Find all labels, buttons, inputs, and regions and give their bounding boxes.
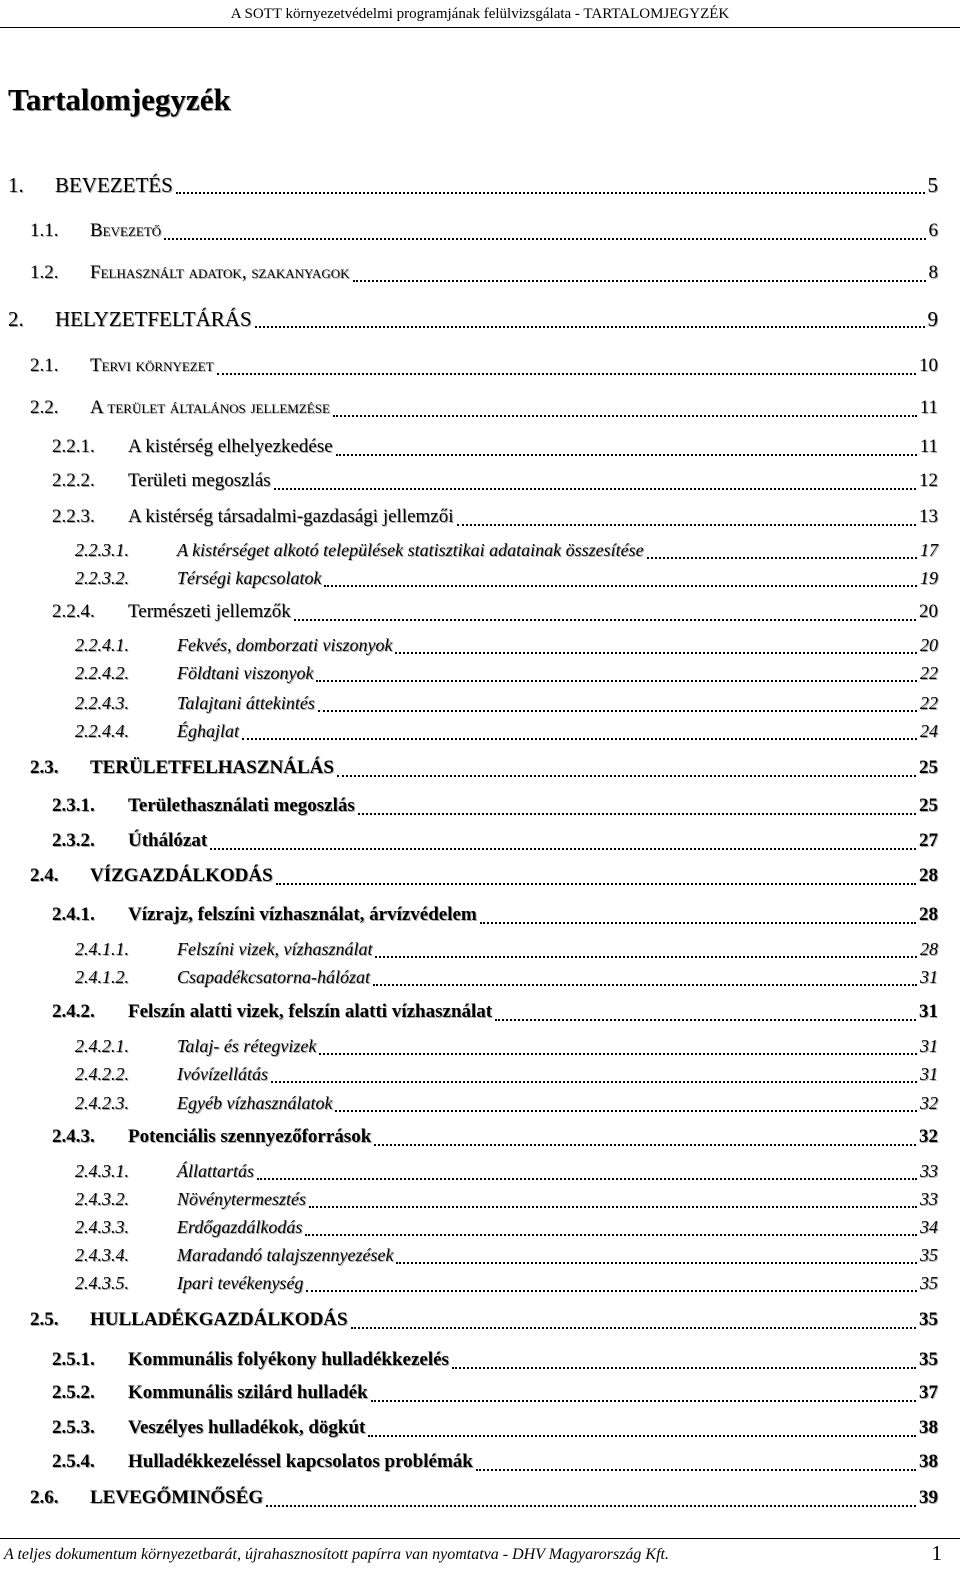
toc-entry[interactable] (0, 1031, 960, 1061)
toc-entry[interactable] (0, 861, 960, 891)
toc-entry-number: 2.4.3. (52, 1126, 95, 1147)
dot-leader (324, 584, 917, 587)
toc-entry-number: 2.2.4.1. (75, 635, 129, 655)
toc-entry-page: 28 (919, 904, 938, 925)
toc-entry-number: 2.2.3.1. (75, 540, 129, 560)
toc-entry-number: 2.4.2. (52, 1001, 95, 1022)
toc-entry-page: 38 (919, 1417, 938, 1438)
dot-leader (217, 372, 916, 375)
dot-leader (176, 191, 925, 194)
dot-leader (337, 774, 916, 777)
toc-entry[interactable] (0, 791, 960, 821)
toc-entry[interactable] (0, 1240, 960, 1270)
toc-entry[interactable] (0, 535, 960, 565)
toc-entry-title: VÍZGAZDÁLKODÁS (90, 865, 273, 886)
toc-entry-title: Egyéb vízhasználatok (177, 1092, 333, 1113)
toc-entry-number: 2.2.3.2. (75, 568, 129, 588)
toc-entry[interactable] (0, 393, 960, 423)
toc-entry-title: Csapadékcsatorna-hálózat (177, 966, 370, 987)
toc-entry-number: 2.4.2.3. (75, 1093, 129, 1113)
toc-entry-number: 2.2.4.3. (75, 693, 129, 713)
dot-leader (371, 1399, 916, 1402)
toc-entry-page: 25 (919, 795, 938, 816)
toc-entry-number: 2.2.1. (52, 436, 95, 457)
toc-entry-title: Növénytermesztés (177, 1188, 306, 1209)
dot-leader (395, 651, 917, 654)
dot-leader (306, 1289, 917, 1292)
dot-leader (358, 812, 916, 815)
toc-entry-title: Kommunális folyékony hulladékkezelés (128, 1349, 449, 1370)
toc-entry-title: Éghajlat (177, 720, 239, 741)
dot-leader (266, 1504, 916, 1507)
toc-entry-page: 35 (920, 1272, 938, 1293)
toc-entry-page: 33 (920, 1188, 938, 1209)
dot-leader (164, 237, 925, 240)
toc-entry-page: 38 (919, 1451, 938, 1472)
dot-leader (480, 921, 916, 924)
toc-entry-title: Bevezető (90, 220, 162, 241)
toc-entry-page: 10 (919, 355, 938, 376)
toc-entry-title: Tervi környezet (90, 355, 214, 376)
toc-entry[interactable] (0, 1483, 960, 1513)
running-header: A SOTT környezetvédelmi programjának felülvizsgálata - TARTALOMJEGYZÉK (230, 6, 730, 22)
dot-leader (276, 882, 916, 885)
toc-entry-page: 35 (919, 1309, 938, 1330)
toc-entry-title: A kistérség elhelyezkedése (128, 436, 333, 457)
toc-entry-page: 17 (920, 539, 938, 560)
toc-entry-title: LEVEGŐMINŐSÉG (90, 1487, 264, 1508)
toc-entry[interactable] (0, 688, 960, 718)
toc-entry-title: Talaj- és rétegvizek (177, 1035, 317, 1056)
dot-leader (476, 1468, 916, 1471)
dot-leader (353, 279, 926, 282)
toc-entry[interactable] (0, 1156, 960, 1186)
toc-entry-title: Veszélyes hulladékok, dögkút (128, 1417, 366, 1438)
toc-entry-title: Felszín alatti vizek, felszín alatti vízhasználat (128, 1001, 493, 1022)
toc-entry-page: 27 (919, 830, 938, 851)
toc-entry-page: 35 (920, 1244, 938, 1265)
toc-entry[interactable] (0, 1212, 960, 1242)
toc-entry[interactable] (0, 1447, 960, 1477)
toc-entry-page: 32 (919, 1126, 938, 1147)
toc-entry-title: Potenciális szennyezőforrások (128, 1126, 372, 1147)
page-number: 1 (931, 1541, 942, 1565)
toc-entry[interactable] (0, 1122, 960, 1152)
dot-leader (457, 523, 916, 526)
dot-leader (374, 1143, 916, 1146)
toc-entry-title: BEVEZETÉS (55, 172, 173, 197)
toc-entry-number: 1.1. (30, 220, 59, 241)
dot-leader (336, 453, 917, 456)
toc-entry-page: 12 (919, 470, 938, 491)
toc-entry-title: A kistérség társadalmi-gazdasági jellemzői (128, 506, 454, 527)
toc-entry-page: 32 (920, 1092, 938, 1113)
toc-entry-number: 2.5.2. (52, 1382, 95, 1403)
toc-entry[interactable] (0, 304, 960, 334)
dot-leader (333, 414, 917, 417)
dot-leader (351, 1326, 916, 1329)
toc-entry-number: 2.4.3.3. (75, 1217, 129, 1237)
toc-entry-page: 22 (920, 662, 938, 683)
toc-entry-number: 2.4.3.4. (75, 1245, 129, 1265)
toc-entry-number: 2.2.3. (52, 506, 95, 527)
dot-leader (318, 709, 917, 712)
toc-entry-number: 2.4.1. (52, 904, 95, 925)
toc-entry-page: 11 (919, 397, 938, 418)
toc-entry[interactable] (0, 432, 960, 462)
toc-entry-page: 25 (919, 757, 938, 778)
dot-leader (316, 679, 917, 682)
toc-entry[interactable] (0, 1413, 960, 1443)
toc-entry-number: 2.2.4.2. (75, 663, 129, 683)
dot-leader (495, 1018, 916, 1021)
toc-entry[interactable] (0, 997, 960, 1027)
toc-entry-title: Területhasználati megoszlás (128, 795, 355, 816)
dot-leader (257, 1177, 917, 1180)
toc-entry-number: 2.4.2.2. (75, 1064, 129, 1084)
dot-leader (452, 1366, 916, 1369)
toc-entry[interactable] (0, 1059, 960, 1089)
toc-entry-number: 2.3. (30, 757, 59, 778)
toc-entry-number: 2.4.3.5. (75, 1273, 129, 1293)
toc-entry-number: 1. (8, 173, 24, 197)
toc-entry[interactable] (0, 753, 960, 783)
toc-entry-number: 2.4. (30, 865, 59, 886)
toc-entry-page: 20 (919, 601, 938, 622)
dot-leader (375, 955, 917, 958)
toc-entry[interactable] (0, 466, 960, 496)
toc-entry-number: 2.5. (30, 1309, 59, 1330)
dot-leader (309, 1205, 917, 1208)
toc-entry-title: Területi megoszlás (128, 470, 271, 491)
toc-entry-number: 2.1. (30, 355, 59, 376)
toc-entry-page: 28 (920, 938, 938, 959)
toc-entry-page: 31 (920, 1035, 938, 1056)
toc-entry-number: 2.4.1.1. (75, 939, 129, 959)
toc-entry-page: 9 (927, 306, 938, 331)
toc-entry-page: 31 (919, 1001, 938, 1022)
toc-entry-title: Úthálózat (128, 830, 208, 851)
toc-entry-page: 6 (928, 220, 938, 241)
toc-entry-page: 37 (919, 1382, 938, 1403)
header-rule (0, 27, 960, 28)
toc-entry-number: 2.3.1. (52, 795, 95, 816)
toc-entry[interactable] (0, 216, 960, 246)
toc-entry-title: Kommunális szilárd hulladék (128, 1382, 368, 1403)
toc-entry-number: 2. (8, 307, 24, 331)
toc-entry-number: 1.2. (30, 262, 59, 283)
toc-entry[interactable] (0, 351, 960, 381)
toc-entry[interactable] (0, 630, 960, 660)
toc-entry-number: 2.6. (30, 1487, 59, 1508)
toc-entry-title: Talajtani áttekintés (177, 692, 315, 713)
toc-entry[interactable] (0, 1345, 960, 1375)
dot-leader (305, 1233, 917, 1236)
toc-entry-title: Maradandó talajszennyezések (177, 1244, 394, 1265)
toc-entry-number: 2.5.4. (52, 1451, 95, 1472)
footer-rule (0, 1538, 960, 1539)
toc-entry-title: Állattartás (177, 1160, 255, 1181)
toc-entry-page: 28 (919, 865, 938, 886)
toc-entry-page: 39 (919, 1487, 938, 1508)
toc-entry[interactable] (0, 170, 960, 200)
toc-entry-title: Felhasznált adatok, szakanyagok (90, 262, 350, 283)
toc-entry-page: 5 (927, 172, 938, 197)
toc-entry-page: 13 (919, 506, 938, 527)
toc-entry[interactable] (0, 597, 960, 627)
dot-leader (274, 487, 916, 490)
dot-leader (255, 325, 925, 328)
toc-entry-page: 31 (920, 1063, 938, 1084)
toc-entry-page: 20 (920, 634, 938, 655)
toc-entry-page: 33 (920, 1160, 938, 1181)
toc-entry[interactable] (0, 1088, 960, 1118)
toc-entry-number: 2.3.2. (52, 830, 95, 851)
toc-entry[interactable] (0, 658, 960, 688)
toc-entry-number: 2.2.4.4. (75, 721, 129, 741)
toc-entry-title: Fekvés, domborzati viszonyok (177, 634, 393, 655)
toc-entry[interactable] (0, 258, 960, 288)
toc-entry-title: Erdőgazdálkodás (177, 1216, 303, 1237)
toc-entry-title: Földtani viszonyok (177, 662, 314, 683)
toc-entry-title: Felszíni vizek, vízhasználat (177, 938, 373, 959)
toc-entry-number: 2.4.2.1. (75, 1036, 129, 1056)
toc-entry-page: 34 (920, 1216, 938, 1237)
dot-leader (335, 1109, 917, 1112)
toc-entry-number: 2.4.1.2. (75, 967, 129, 987)
toc-entry-title: Ipari tevékenység (177, 1272, 304, 1293)
toc-entry-title: A kistérséget alkotó települések statisztikai adatainak összesítése (177, 539, 644, 560)
toc-entry-title: Vízrajz, felszíni vízhasználat, árvízvédelem (128, 904, 477, 925)
toc-entry[interactable] (0, 826, 960, 856)
toc-entry-title: Hulladékkezeléssel kapcsolatos problémák (128, 1451, 473, 1472)
toc-entry[interactable] (0, 1378, 960, 1408)
dot-leader (294, 618, 916, 621)
toc-entry[interactable] (0, 1184, 960, 1214)
toc-entry-page: 31 (920, 966, 938, 987)
toc-entry[interactable] (0, 502, 960, 532)
toc-entry-title: A terület általános jellemzése (90, 397, 330, 418)
toc-entry-title: HELYZETFELTÁRÁS (55, 306, 252, 331)
toc-entry-number: 2.2.2. (52, 470, 95, 491)
toc-entry-page: 24 (920, 720, 938, 741)
toc-entry[interactable] (0, 563, 960, 593)
dot-leader (368, 1434, 916, 1437)
toc-entry-title: Ivóvízellátás (177, 1063, 268, 1084)
footer-note: A teljes dokumentum környezetbarát, újrahasznosított papírra van nyomtatva - DHV Magyarország Kft. (4, 1546, 669, 1563)
toc-entry-title: HULLADÉKGAZDÁLKODÁS (90, 1309, 348, 1330)
toc-entry-page: 19 (920, 567, 938, 588)
toc-entry-number: 2.5.1. (52, 1349, 95, 1370)
toc-entry-number: 2.4.3.2. (75, 1189, 129, 1209)
toc-entry-number: 2.4.3.1. (75, 1161, 129, 1181)
toc-entry-title: Természeti jellemzők (128, 601, 291, 622)
dot-leader (210, 847, 916, 850)
toc-entry-title: TERÜLETFELHASZNÁLÁS (90, 757, 334, 778)
toc-entry[interactable] (0, 962, 960, 992)
dot-leader (271, 1080, 917, 1083)
toc-entry[interactable] (0, 1268, 960, 1298)
toc-entry-page: 11 (919, 436, 938, 457)
toc-entry[interactable] (0, 716, 960, 746)
dot-leader (242, 737, 917, 740)
toc-entry-number: 2.5.3. (52, 1417, 95, 1438)
toc-entry[interactable] (0, 934, 960, 964)
toc-entry-number: 2.2.4. (52, 601, 95, 622)
dot-leader (396, 1261, 917, 1264)
toc-entry-number: 2.2. (30, 397, 59, 418)
toc-entry-page: 8 (928, 262, 938, 283)
page-title: Tartalomjegyzék (8, 82, 231, 117)
toc-entry-page: 35 (919, 1349, 938, 1370)
toc-entry[interactable] (0, 1305, 960, 1335)
dot-leader (373, 983, 917, 986)
toc-entry-page: 22 (920, 692, 938, 713)
dot-leader (647, 556, 917, 559)
dot-leader (319, 1052, 917, 1055)
toc-entry[interactable] (0, 900, 960, 930)
toc-entry-title: Térségi kapcsolatok (177, 567, 322, 588)
